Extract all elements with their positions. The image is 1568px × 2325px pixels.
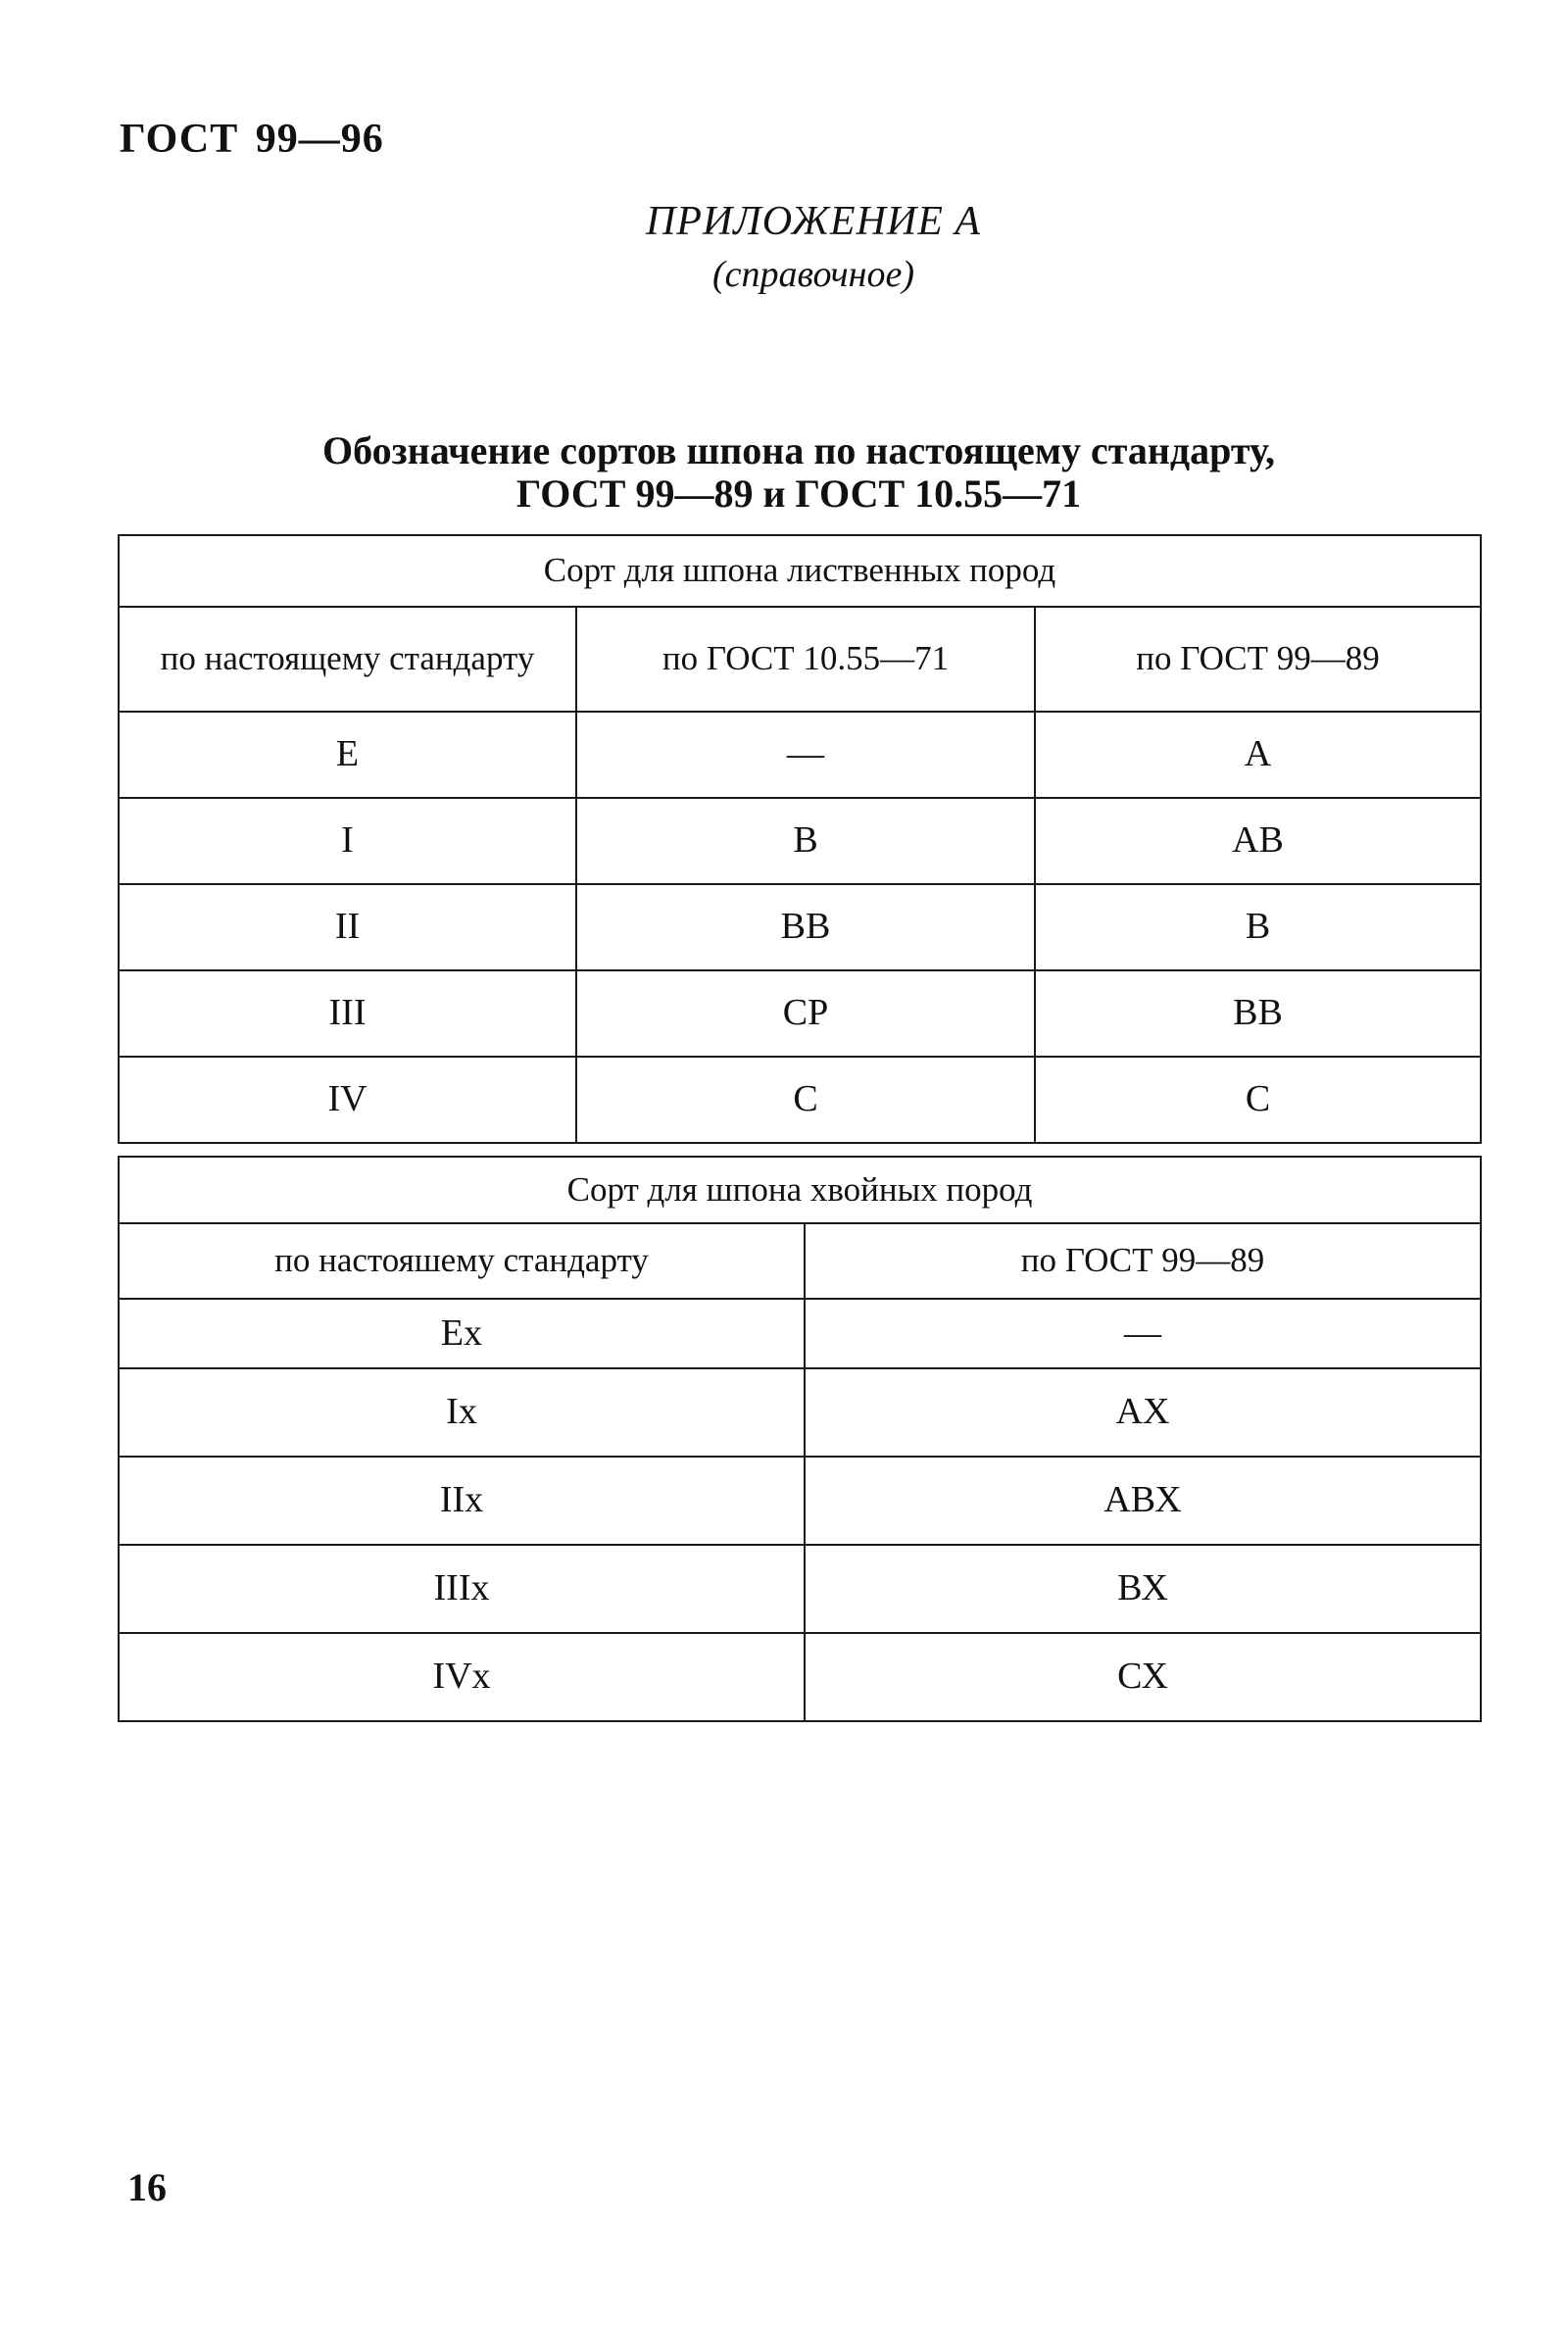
table-row [119,970,1481,1057]
table-cell: АХ [805,1368,1481,1457]
table-cell: II [119,884,576,970]
table-row [119,1633,1481,1721]
column-header-gost-99-89: по ГОСТ 99—89 [1035,607,1481,712]
table-cell: Ex [119,1299,805,1368]
table-cell: ВВ [1035,970,1481,1057]
table-cell: IVx [119,1633,805,1721]
table-cell: С [576,1057,1035,1143]
table-row [119,1545,1481,1633]
document-code: ГОСТ 99—96 [120,117,384,162]
table-cell: IIx [119,1457,805,1545]
table-row [119,1457,1481,1545]
table-cell: III [119,970,576,1057]
column-header-this-standard: по настояшему стандарту [119,1223,805,1299]
softwood-grades-table [118,1156,1482,1722]
hardwood-grades-table [118,534,1482,1144]
table-row [119,1299,1481,1368]
table-title-line-1: Обозначение сортов шпона по настоящему стандарту, [322,428,1275,472]
table-cell: А [1035,712,1481,798]
table-cell: АВ [1035,798,1481,884]
table-row [119,712,1481,798]
table-cell: IIIx [119,1545,805,1633]
table-cell: — [805,1299,1481,1368]
table-cell: СР [576,970,1035,1057]
table-cell: I [119,798,576,884]
table-cell: В [576,798,1035,884]
page-number: 16 [127,2165,167,2209]
table-row [119,798,1481,884]
table-cell: Е [119,712,576,798]
table-cell: Ix [119,1368,805,1457]
table-row [119,884,1481,970]
table-cell: АВХ [805,1457,1481,1545]
softwood-section-title: Сорт для шпона хвойных пород [119,1157,1481,1223]
column-header-gost-99-89: по ГОСТ 99—89 [805,1223,1481,1299]
table-cell: ВВ [576,884,1035,970]
annex-title: ПРИЛОЖЕНИЕ А [645,199,982,244]
column-header-this-standard: по настоящему стандарту [119,607,576,712]
table-row [119,1368,1481,1457]
table-cell: ВХ [805,1545,1481,1633]
table-cell: С [1035,1057,1481,1143]
table-row [119,1057,1481,1143]
table-title-line-2: ГОСТ 99—89 и ГОСТ 10.55—71 [515,471,1082,516]
table-cell: IV [119,1057,576,1143]
column-header-gost-10-55-71: по ГОСТ 10.55—71 [576,607,1035,712]
table-cell: — [576,712,1035,798]
hardwood-section-title: Сорт для шпона лиственных пород [119,535,1481,607]
table-cell: В [1035,884,1481,970]
table-cell: СХ [805,1633,1481,1721]
annex-subtitle: (справочное) [711,254,915,295]
